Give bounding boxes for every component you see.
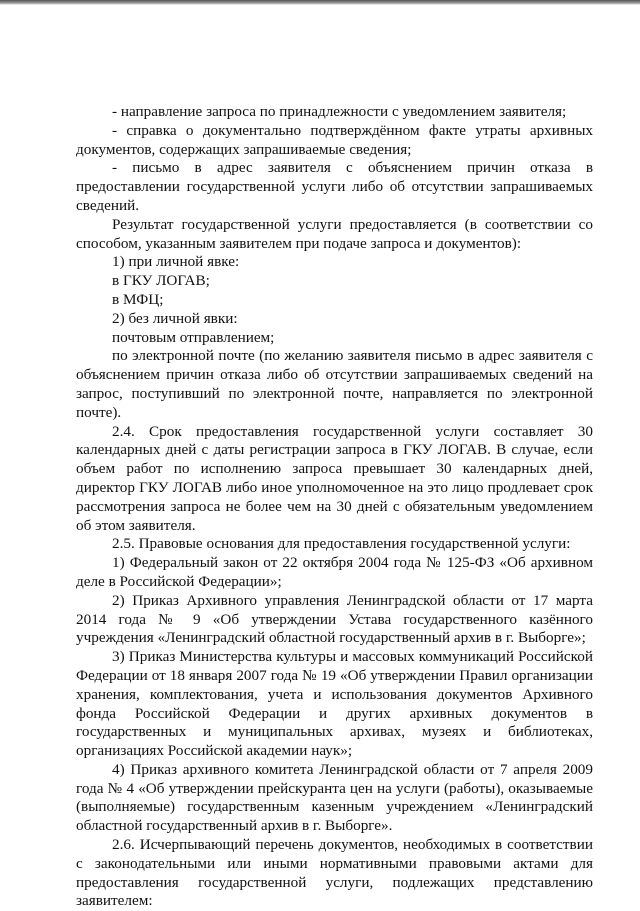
- paragraph-federal-law: 1) Федеральный закон от 22 октября 2004 года № 125-ФЗ «Об архивном деле в Российской Федерации»;: [76, 554, 593, 590]
- paragraph-order-archive-committee: 4) Приказ архивного комитета Ленинградской области от 7 апреля 2009 года № 4 «Об утверждении прейскуранта цен на услуги (работы), оказываемые (выполняемые) государственным казенным учреждением «Ленинградский областной государственный архив в г. Выборге».: [76, 760, 593, 835]
- paragraph-email: по электронной почте (по желанию заявителя письмо в адрес заявителя с объяснением причин отказа либо об отсутствии запрашиваемых сведений на запрос, поступивший по электронной почте, направляется по электронной почте).: [76, 347, 593, 421]
- document-body: [76, 103, 593, 911]
- paragraph-2-5-legal-basis: 2.5. Правовые основания для предоставления государственной услуги:: [112, 535, 571, 553]
- paragraph-forward-request: - направление запроса по принадлежности с уведомлением заявителя;: [112, 103, 567, 120]
- paragraph-order-archive-directorate: 2) Приказ Архивного управления Ленинградской области от 17 марта 2014 года № 9 «Об утверждении Устава государственного казённого учреждения «Ленинградский областной государственный архив в г. Выборге»;: [76, 591, 593, 647]
- paragraph-gku-logav: в ГКУ ЛОГАВ;: [112, 272, 210, 290]
- paragraph-in-person: 1) при личной явке:: [112, 253, 240, 271]
- paragraph-refusal-letter: - письмо в адрес заявителя с объяснением причин отказа в предоставлении государственной услуги либо об отсутствии запрашиваемых сведений.: [76, 159, 593, 214]
- paragraph-2-4-deadline: 2.4. Срок предоставления государственной услуги составляет 30 календарных дней с даты регистрации запроса в ГКУ ЛОГАВ. В случае, если объем работ по исполнению запроса превышает 30 календарных дней, директор ГКУ ЛОГАВ либо иное уполномоченное на это лицо продлевает срок рассмотрения запроса не более чем на 30 дней с обязательным уведомлением об этом заявителя.: [76, 422, 593, 534]
- paragraph-result-delivery: Результат государственной услуги предоставляется (в соответствии со способом, указанным заявителем при подаче запроса и документов):: [76, 215, 593, 252]
- paragraph-postal: почтовым отправлением;: [112, 328, 275, 346]
- paragraph-mfc: в МФЦ;: [112, 290, 164, 308]
- paragraph-order-ministry-culture: 3) Приказ Министерства культуры и массовых коммуникаций Российской Федерации от 18 января 2007 года № 19 «Об утверждении Правил организации хранения, комплектования, учета и использования документов Архивного фонда Российской Федерации и других архивных документов в государственных и муниципальных архивах, музеях и библиотеках, организациях Российской академии наук»;: [76, 648, 593, 760]
- paragraph-2-6-documents-list: 2.6. Исчерпывающий перечень документов, необходимых в соответствии с законодательными или иными нормативными правовыми актами для предоставления государственной услуги, подлежащих представлению заявителем:: [76, 836, 593, 910]
- paragraph-loss-certificate: - справка о документально подтверждённом факте утраты архивных документов, содержащих запрашиваемые сведения;: [76, 121, 593, 158]
- paragraph-remote: 2) без личной явки:: [112, 309, 238, 327]
- scan-top-edge: [0, 0, 640, 5]
